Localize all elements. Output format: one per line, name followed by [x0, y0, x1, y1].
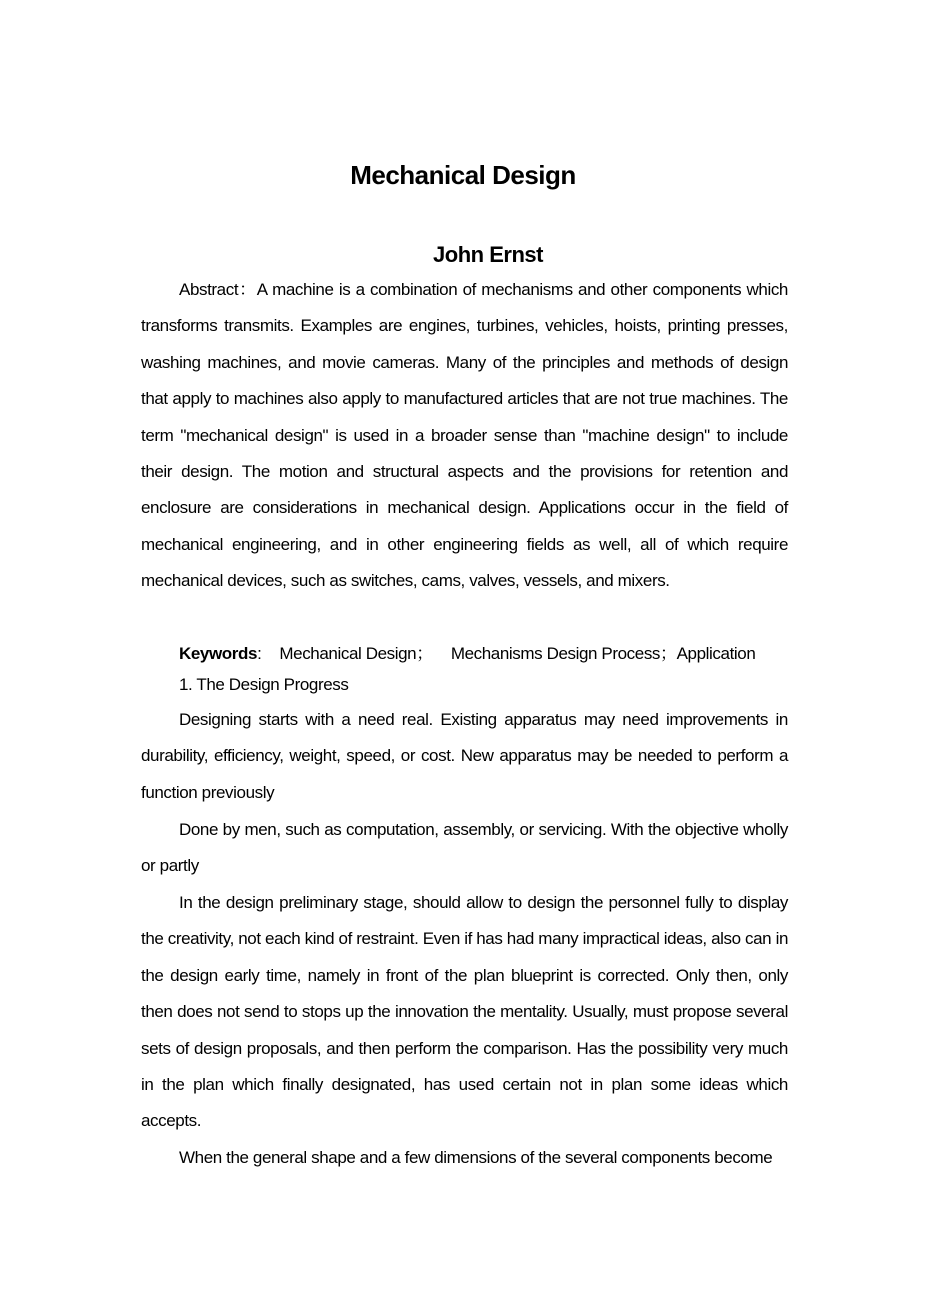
body-paragraph: Done by men, such as computation, assembly, or servicing. With the objective wholly or partly — [141, 820, 788, 876]
abstract-paragraph: Abstract：A machine is a combination of mechanisms and other components which transforms transmits. Examples are engines, turbines, vehicles, hoists, printing presses, washing machines, and movie cameras. Many of the principles and methods of design that apply to machines also apply to manufactured articles that are not true machines. The term "mechanical design" is used in a broader sense than "machine design" to include their design. The motion and structural aspects and the provisions for retention and enclosure are considerations in mechanical design. Applications occur in the field of mechanical engineering, and in other engineering fields as well, all of which require mechanical devices, such as switches, cams, valves, vessels, and mixers. — [141, 280, 788, 591]
keyword-item: Mechanical Design； — [279, 644, 433, 663]
body-paragraph: In the design preliminary stage, should allow to design the personnel fully to display the creativity, not each kind of restraint. Even if has had many impractical ideas, also can in the design early time, namely in front of the plan blueprint is corrected. Only then, only then does not send to stops up the innovation the mentality. Usually, must propose several sets of design proposals, and then perform the comparison. Has the possibility very much in the plan which finally designated, has used certain not in plan some ideas which accepts. — [141, 893, 788, 1131]
section-heading: 1. The Design Progress — [179, 675, 349, 694]
document-title: Mechanical Design — [350, 160, 576, 190]
keyword-item: Mechanisms Design Process；Application — [450, 644, 756, 663]
keywords-label: Keywords — [179, 644, 258, 663]
body-paragraph: Designing starts with a need real. Existing apparatus may need improvements in durability, efficiency, weight, speed, or cost. New apparatus may be needed to perform a function previously — [141, 710, 788, 802]
keywords-colon: : — [257, 644, 262, 663]
body-paragraph: When the general shape and a few dimensions of the several components become — [179, 1148, 773, 1167]
author-name: John Ernst — [433, 242, 543, 267]
keywords-line — [179, 637, 799, 671]
